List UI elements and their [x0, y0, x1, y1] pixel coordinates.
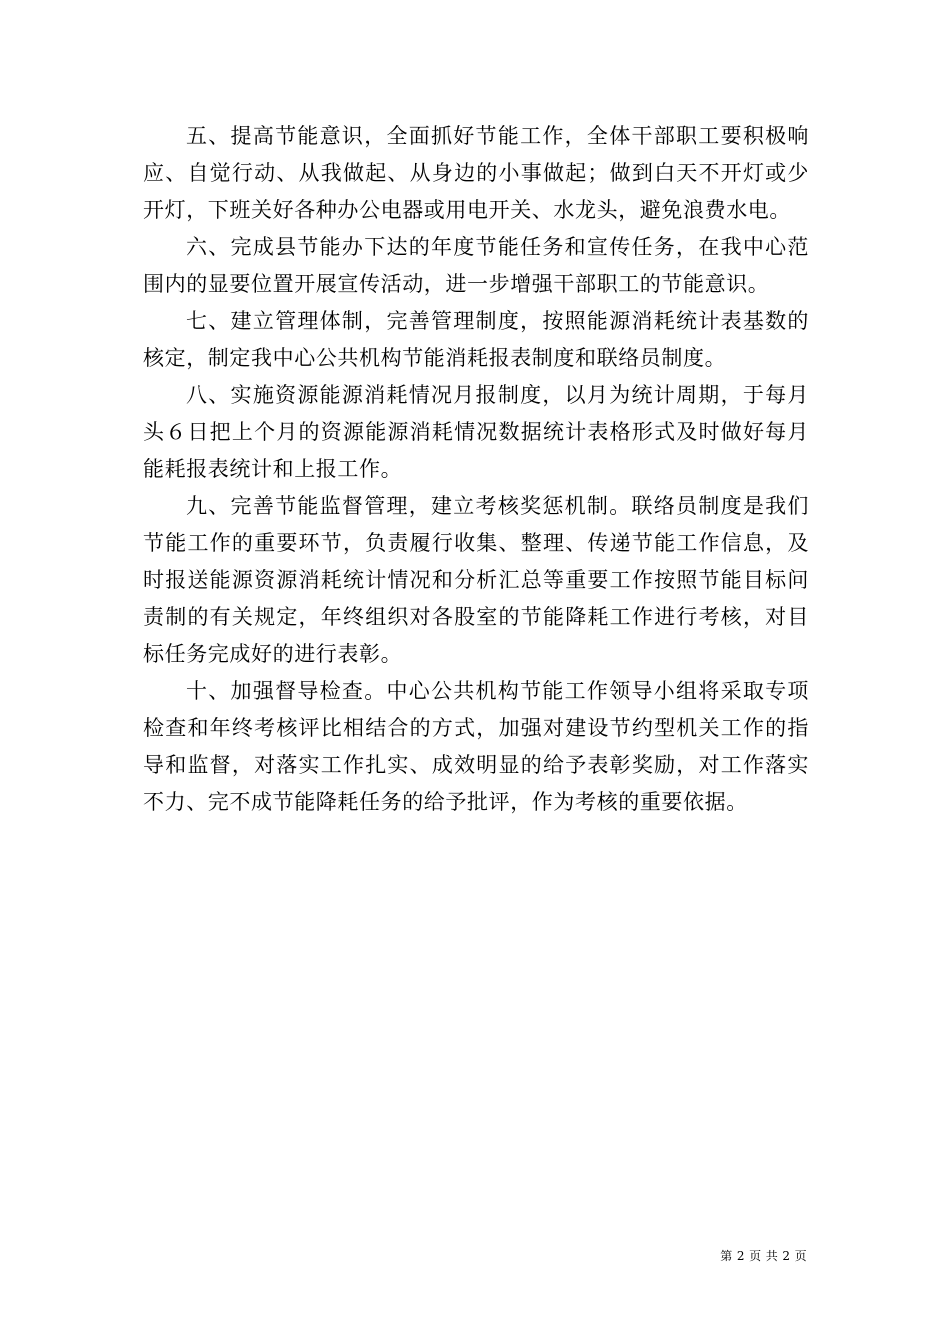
document-body — [143, 118, 809, 821]
paragraph-item-9: 九、完善节能监督管理，建立考核奖惩机制。联络员制度是我们节能工作的重要环节，负责履行收集、整理、传递节能工作信息，及时报送能源资源消耗统计情况和分析汇总等重要工作按照节能目标问责制的有关规定，年终组织对各股室的节能降耗工作进行考核，对目标任务完成好的进行表彰。 — [143, 494, 809, 666]
paragraph-item-7: 七、建立管理体制，完善管理制度，按照能源消耗统计表基数的核定，制定我中心公共机构节能消耗报表制度和联络员制度。 — [143, 309, 809, 370]
paragraph-item-8: 八、实施资源能源消耗情况月报制度，以月为统计周期，于每月头６日把上个月的资源能源消耗情况数据统计表格形式及时做好每月能耗报表统计和上报工作。 — [143, 383, 809, 481]
paragraph-item-6: 六、完成县节能办下达的年度节能任务和宣传任务，在我中心范围内的显要位置开展宣传活动，进一步增强干部职工的节能意识。 — [143, 235, 809, 296]
paragraph-item-10: 十、加强督导检查。中心公共机构节能工作领导小组将采取专项检查和年终考核评比相结合的方式，加强对建设节约型机关工作的指导和监督，对落实工作扎实、成效明显的给予表彰奖励，对工作落实不力、完不成节能降耗任务的给予批评，作为考核的重要依据。 — [143, 679, 809, 814]
page-number-footer: 第 2 页 共 2 页 — [720, 1249, 807, 1263]
paragraph-item-5: 五、提高节能意识，全面抓好节能工作，全体干部职工要积极响应、自觉行动、从我做起、从身边的小事做起；做到白天不开灯或少开灯，下班关好各种办公电器或用电开关、水龙头，避免浪费水电。 — [143, 124, 809, 222]
